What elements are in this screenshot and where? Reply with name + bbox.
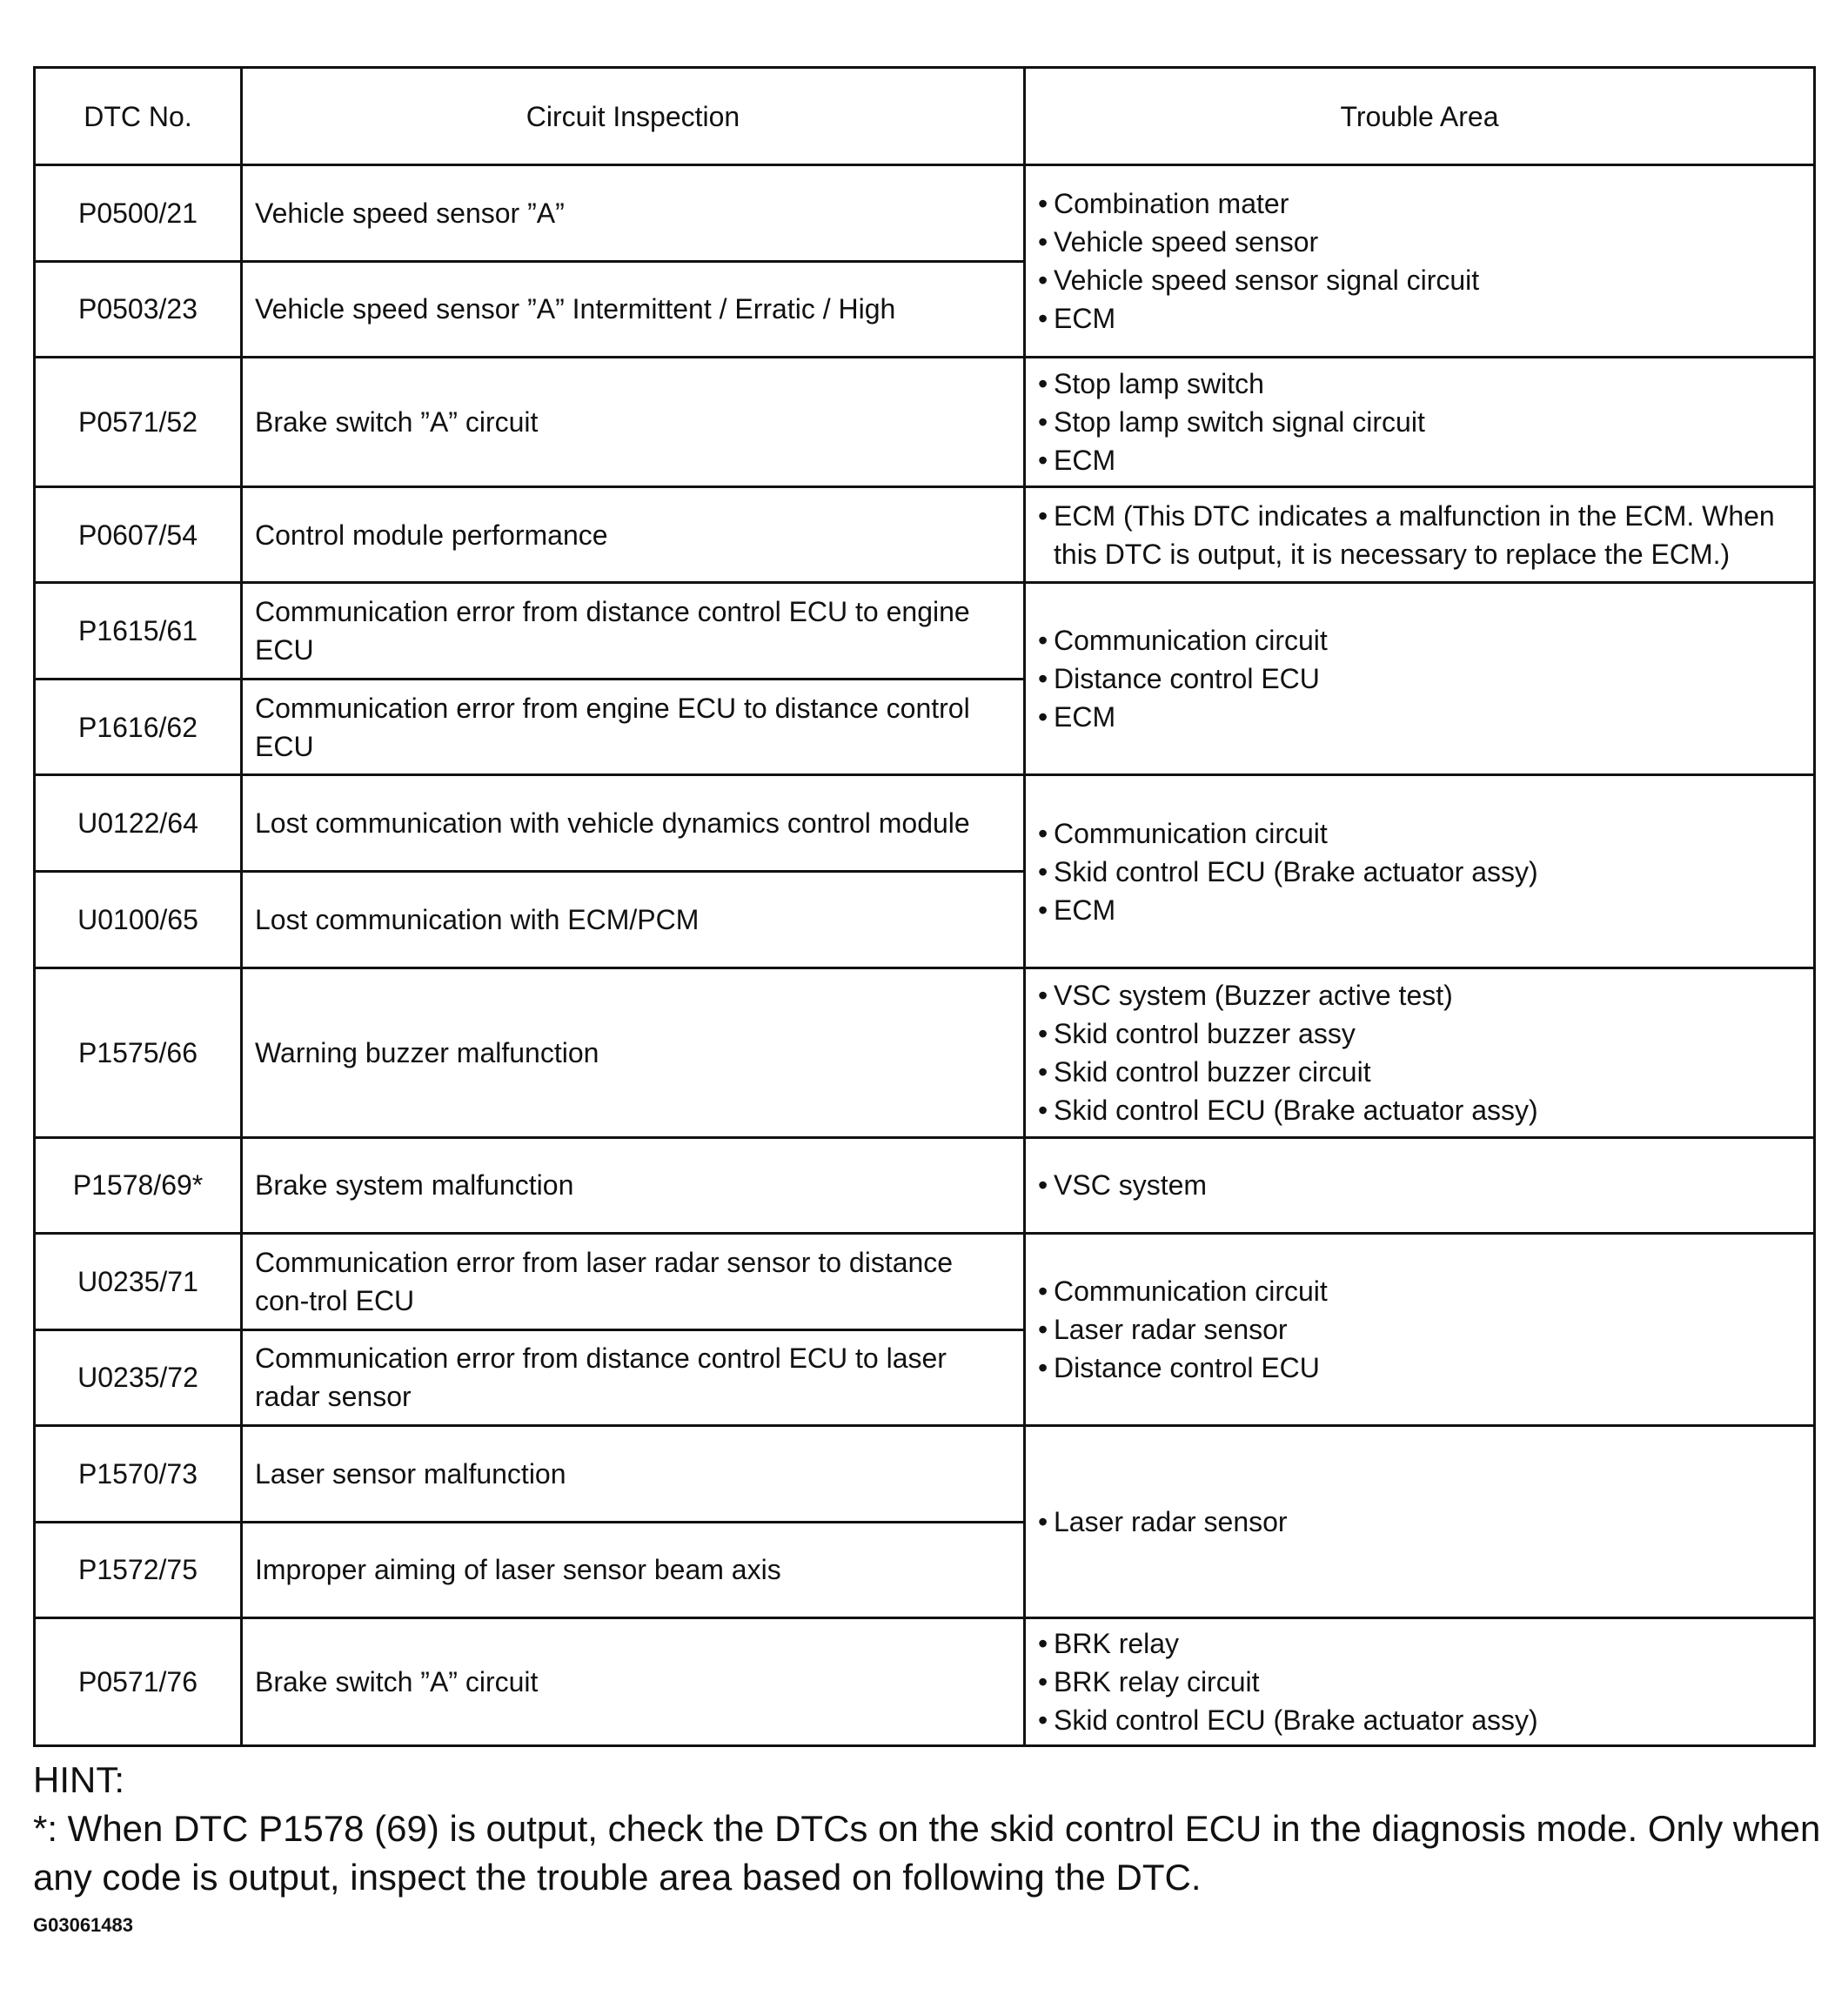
trouble-area-item: • ECM <box>1038 891 1801 929</box>
table-row <box>35 358 1815 487</box>
trouble-area-item: • Stop lamp switch signal circuit <box>1038 403 1801 441</box>
dtc-code-cell: P1570/73 <box>35 1426 242 1523</box>
dtc-code-cell: P0607/54 <box>35 486 242 583</box>
trouble-area-list <box>1038 1166 1801 1204</box>
trouble-area-cell <box>1025 358 1815 487</box>
trouble-area-item: • Communication circuit <box>1038 1272 1801 1310</box>
trouble-area-cell <box>1025 968 1815 1137</box>
table-row <box>35 1426 1815 1523</box>
circuit-inspection-cell: Communication error from engine ECU to distance control ECU <box>242 679 1025 775</box>
trouble-area-item: • Skid control ECU (Brake actuator assy) <box>1038 1701 1801 1739</box>
trouble-area-item: • Combination mater <box>1038 184 1801 223</box>
table-row <box>35 1137 1815 1234</box>
hint-title: HINT: <box>33 1759 124 1800</box>
trouble-area-list <box>1038 1272 1801 1387</box>
circuit-inspection-cell: Control module performance <box>242 486 1025 583</box>
trouble-area-list <box>1038 621 1801 736</box>
dtc-code-cell: U0235/71 <box>35 1234 242 1330</box>
table-row <box>35 165 1815 262</box>
trouble-area-item: • Distance control ECU <box>1038 1349 1801 1387</box>
trouble-area-item: • Laser radar sensor <box>1038 1310 1801 1349</box>
circuit-inspection-cell: Communication error from distance control ECU to engine ECU <box>242 583 1025 680</box>
trouble-area-item: • VSC system <box>1038 1166 1801 1204</box>
trouble-area-list <box>1038 497 1801 573</box>
trouble-area-item: • ECM (This DTC indicates a malfunction in the ECM. When this DTC is output, it is necessary to replace the ECM.) <box>1038 497 1801 573</box>
dtc-code-cell: P1578/69* <box>35 1137 242 1234</box>
hint-section <box>33 1756 1825 1937</box>
circuit-inspection-cell: Communication error from distance control ECU to laser radar sensor <box>242 1329 1025 1426</box>
table-row <box>35 486 1815 583</box>
dtc-code-cell: U0122/64 <box>35 775 242 872</box>
trouble-area-item: • Skid control buzzer circuit <box>1038 1053 1801 1091</box>
trouble-area-item: • ECM <box>1038 299 1801 338</box>
trouble-area-item: • Vehicle speed sensor signal circuit <box>1038 261 1801 299</box>
dtc-code-cell: P1615/61 <box>35 583 242 680</box>
circuit-inspection-cell: Improper aiming of laser sensor beam axis <box>242 1522 1025 1618</box>
table-body <box>35 165 1815 1746</box>
trouble-area-cell <box>1025 1618 1815 1746</box>
trouble-area-item: • ECM <box>1038 441 1801 479</box>
trouble-area-item: • Communication circuit <box>1038 621 1801 660</box>
trouble-area-item: • Communication circuit <box>1038 814 1801 853</box>
trouble-area-item: • BRK relay circuit <box>1038 1663 1801 1701</box>
trouble-area-cell <box>1025 583 1815 775</box>
dtc-code-cell: P0571/76 <box>35 1618 242 1746</box>
circuit-inspection-cell: Warning buzzer malfunction <box>242 968 1025 1137</box>
trouble-area-list <box>1038 365 1801 479</box>
trouble-area-item: • Skid control ECU (Brake actuator assy) <box>1038 1091 1801 1129</box>
circuit-inspection-cell: Laser sensor malfunction <box>242 1426 1025 1523</box>
trouble-area-item: • Distance control ECU <box>1038 660 1801 698</box>
trouble-area-list <box>1038 184 1801 338</box>
trouble-area-list <box>1038 814 1801 929</box>
trouble-area-item: • Vehicle speed sensor <box>1038 223 1801 261</box>
dtc-code-cell: P0500/21 <box>35 165 242 262</box>
dtc-code-cell: U0100/65 <box>35 872 242 968</box>
dtc-table <box>33 66 1816 1747</box>
table-row <box>35 775 1815 872</box>
trouble-area-list <box>1038 976 1801 1129</box>
trouble-area-item: • BRK relay <box>1038 1624 1801 1663</box>
trouble-area-cell <box>1025 775 1815 968</box>
trouble-area-cell <box>1025 486 1815 583</box>
trouble-area-item: • Skid control ECU (Brake actuator assy) <box>1038 853 1801 891</box>
circuit-inspection-cell: Vehicle speed sensor ”A” <box>242 165 1025 262</box>
circuit-inspection-cell: Communication error from laser radar sensor to distance con-trol ECU <box>242 1234 1025 1330</box>
dtc-code-cell: P0571/52 <box>35 358 242 487</box>
trouble-area-item: • ECM <box>1038 698 1801 736</box>
dtc-code-cell: P1572/75 <box>35 1522 242 1618</box>
trouble-area-cell <box>1025 1234 1815 1426</box>
figure-id: G03061483 <box>33 1914 133 1936</box>
table-header-row <box>35 68 1815 165</box>
table-row <box>35 1618 1815 1746</box>
trouble-area-item: • Skid control buzzer assy <box>1038 1014 1801 1053</box>
trouble-area-cell <box>1025 165 1815 358</box>
table-row <box>35 968 1815 1137</box>
trouble-area-item: • Laser radar sensor <box>1038 1503 1801 1541</box>
circuit-inspection-cell: Lost communication with vehicle dynamics control module <box>242 775 1025 872</box>
circuit-inspection-cell: Brake switch ”A” circuit <box>242 1618 1025 1746</box>
circuit-inspection-cell: Brake system malfunction <box>242 1137 1025 1234</box>
trouble-area-cell <box>1025 1137 1815 1234</box>
header-dtc-no: DTC No. <box>35 68 242 165</box>
header-circuit-inspection: Circuit Inspection <box>242 68 1025 165</box>
trouble-area-item: • Stop lamp switch <box>1038 365 1801 403</box>
dtc-code-cell: P1616/62 <box>35 679 242 775</box>
circuit-inspection-cell: Vehicle speed sensor ”A” Intermittent / Erratic / High <box>242 261 1025 358</box>
trouble-area-list <box>1038 1503 1801 1541</box>
trouble-area-item: • VSC system (Buzzer active test) <box>1038 976 1801 1014</box>
dtc-code-cell: P0503/23 <box>35 261 242 358</box>
trouble-area-list <box>1038 1624 1801 1739</box>
header-trouble-area: Trouble Area <box>1025 68 1815 165</box>
table-row <box>35 1234 1815 1330</box>
dtc-code-cell: P1575/66 <box>35 968 242 1137</box>
table-row <box>35 583 1815 680</box>
circuit-inspection-cell: Brake switch ”A” circuit <box>242 358 1025 487</box>
dtc-code-cell: U0235/72 <box>35 1329 242 1426</box>
hint-text: *: When DTC P1578 (69) is output, check the DTCs on the skid control ECU in the diagnosis mode. Only when any code is output, inspect the trouble area based on following the DTC. <box>33 1808 1821 1898</box>
trouble-area-cell <box>1025 1426 1815 1618</box>
circuit-inspection-cell: Lost communication with ECM/PCM <box>242 872 1025 968</box>
